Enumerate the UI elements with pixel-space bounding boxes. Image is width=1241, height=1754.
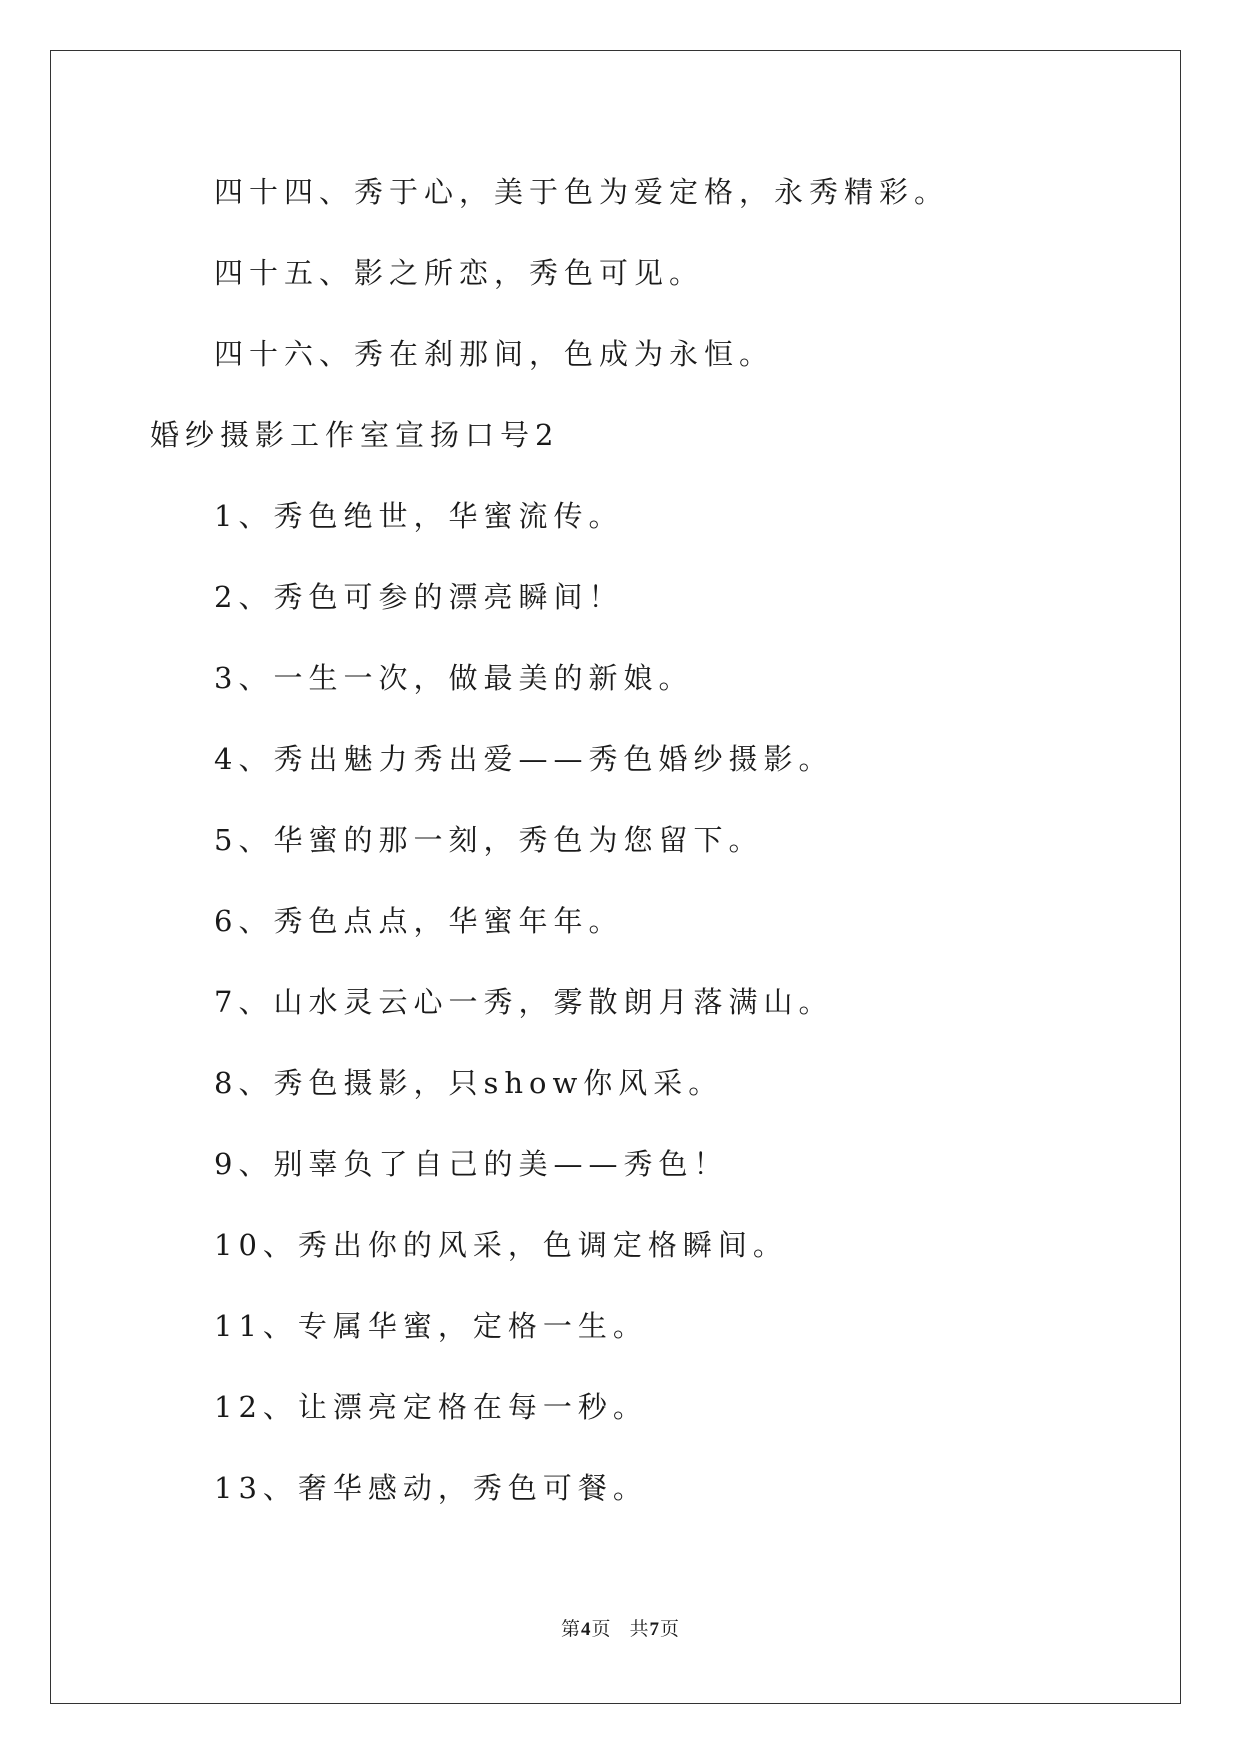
paragraph-44: 四十四、秀于心，美于色为爱定格，永秀精彩。: [214, 175, 950, 209]
slogan-8: 8、秀色摄影，只show你风采。: [214, 1066, 724, 1100]
slogan-6: 6、秀色点点，华蜜年年。: [214, 904, 624, 938]
slogan-10: 10、秀出你的风采，色调定格瞬间。: [214, 1228, 788, 1262]
slogan-1: 1、秀色绝世，华蜜流传。: [214, 499, 624, 533]
slogan-13: 13、奢华感动，秀色可餐。: [214, 1471, 648, 1505]
page-border: [50, 50, 1181, 1704]
current-page-number: 4: [580, 1619, 592, 1640]
slogan-3: 3、一生一次，做最美的新娘。: [214, 661, 694, 695]
slogan-7: 7、山水灵云心一秀，雾散朗月落满山。: [214, 985, 834, 1019]
total-pages-number: 7: [649, 1619, 661, 1640]
slogan-5: 5、华蜜的那一刻，秀色为您留下。: [214, 823, 764, 857]
section-heading: 婚纱摄影工作室宣扬口号2: [150, 418, 560, 452]
slogan-2: 2、秀色可参的漂亮瞬间！: [214, 580, 624, 614]
paragraph-45: 四十五、影之所恋，秀色可见。: [214, 256, 705, 290]
slogan-4: 4、秀出魅力秀出爱——秀色婚纱摄影。: [214, 742, 834, 776]
total-prefix: 共: [629, 1619, 650, 1640]
slogan-11: 11、专属华蜜，定格一生。: [214, 1309, 648, 1343]
page-footer: [0, 1614, 1241, 1641]
total-suffix: 页: [660, 1619, 681, 1640]
slogan-9: 9、别辜负了自己的美——秀色！: [214, 1147, 729, 1181]
slogan-12: 12、让漂亮定格在每一秒。: [214, 1390, 648, 1424]
page-prefix: 第: [560, 1619, 581, 1640]
page-suffix: 页: [591, 1619, 612, 1640]
paragraph-46: 四十六、秀在刹那间，色成为永恒。: [214, 337, 775, 371]
